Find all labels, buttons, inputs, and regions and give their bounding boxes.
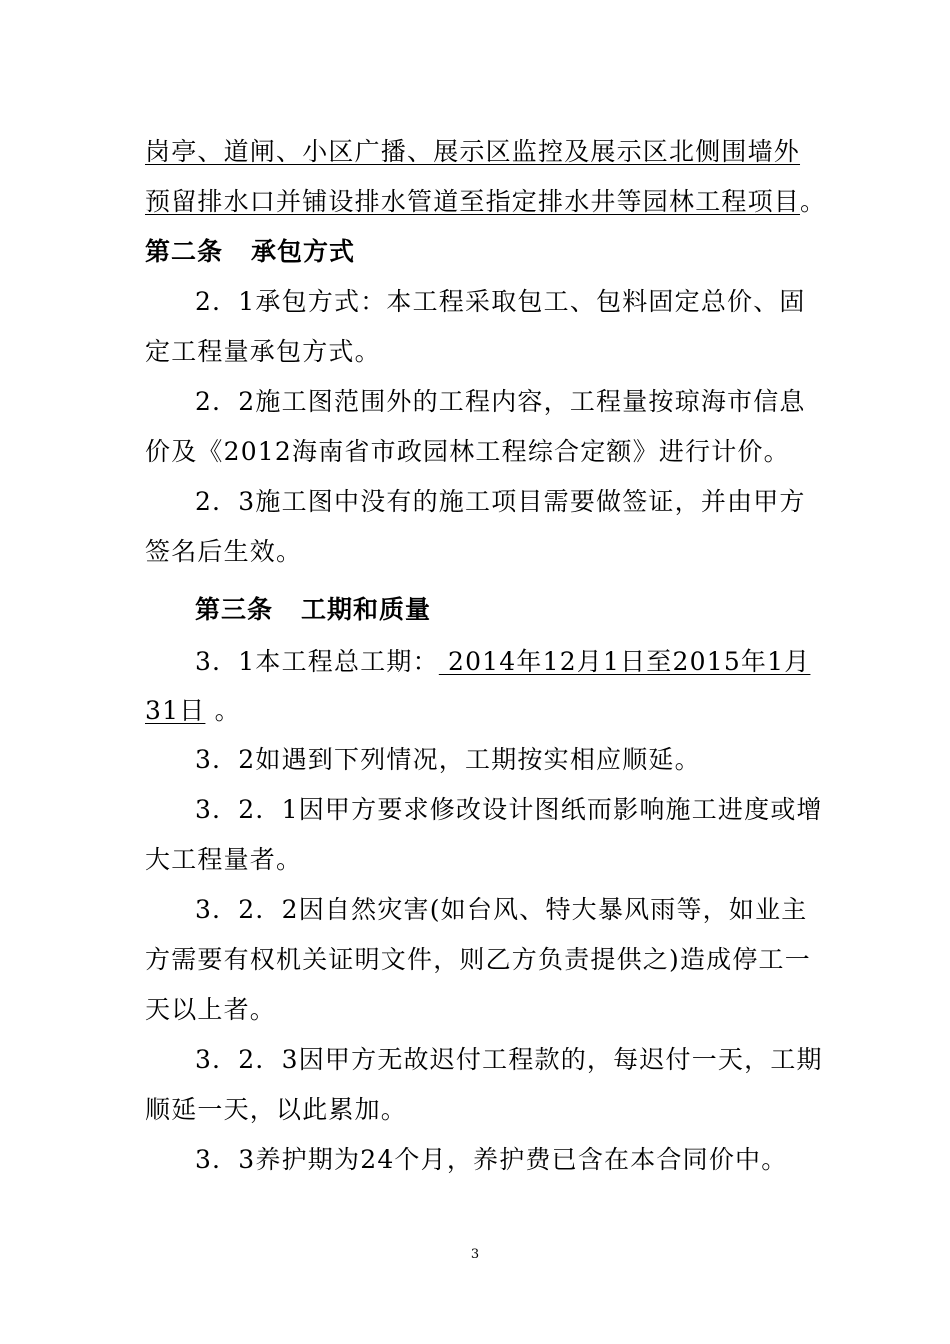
article-number: 第二条	[145, 237, 224, 266]
body-text-line	[145, 185, 826, 219]
underlined-text: 预留排水口并铺设排水管道至指定排水井等园林工程项目	[145, 187, 801, 216]
body-text-line: 3．2．2因自然灾害(如台风、特大暴风雨等，如业主	[195, 895, 808, 924]
article-number: 第三条	[195, 595, 274, 624]
body-text-line: 方需要有权机关证明文件，则乙方负责提供之)造成停工一	[145, 945, 811, 974]
article-heading	[195, 593, 431, 627]
article-title: 工期和质量	[301, 595, 432, 624]
article-title: 承包方式	[251, 237, 356, 266]
body-text-line: 顺延一天，以此累加。	[145, 1095, 408, 1124]
body-text-line: 定工程量承包方式。	[145, 337, 381, 366]
body-text-line: 3．2如遇到下列情况，工期按实相应顺延。	[195, 745, 701, 774]
clause-prefix: 3．1本工程总工期：	[195, 647, 439, 676]
body-text-line: 价及《2012海南省市政园林工程综合定额》进行计价。	[145, 437, 790, 466]
body-text-line: 3．3养护期为24个月，养护费已含在本合同价中。	[195, 1145, 788, 1174]
body-text-line: 签名后生效。	[145, 537, 303, 566]
body-text-line: 2．2施工图范围外的工程内容，工程量按琼海市信息	[195, 387, 806, 416]
body-text-line	[195, 645, 810, 679]
body-text-line: 2．1承包方式：本工程采取包工、包料固定总价、固	[195, 287, 806, 316]
body-text-line: 2．3施工图中没有的施工项目需要做签证，并由甲方	[195, 487, 806, 516]
underlined-date: 31日	[145, 696, 206, 725]
punctuation: 。	[205, 696, 241, 725]
page-number: 3	[470, 1247, 480, 1262]
body-text-line	[145, 694, 241, 728]
article-heading	[145, 235, 355, 269]
punctuation: 。	[800, 187, 827, 216]
body-text-line: 岗亭、道闸、小区广播、展示区监控及展示区北侧围墙外	[145, 137, 801, 166]
body-text-line: 天以上者。	[145, 995, 277, 1024]
body-text-line: 3．2．3因甲方无故迟付工程款的，每迟付一天，工期	[195, 1045, 823, 1074]
underlined-date: 2014年12月1日至2015年1月	[438, 647, 811, 676]
body-text-line: 3．2．1因甲方要求修改设计图纸而影响施工进度或增	[195, 795, 823, 824]
body-text-line: 大工程量者。	[145, 845, 303, 874]
